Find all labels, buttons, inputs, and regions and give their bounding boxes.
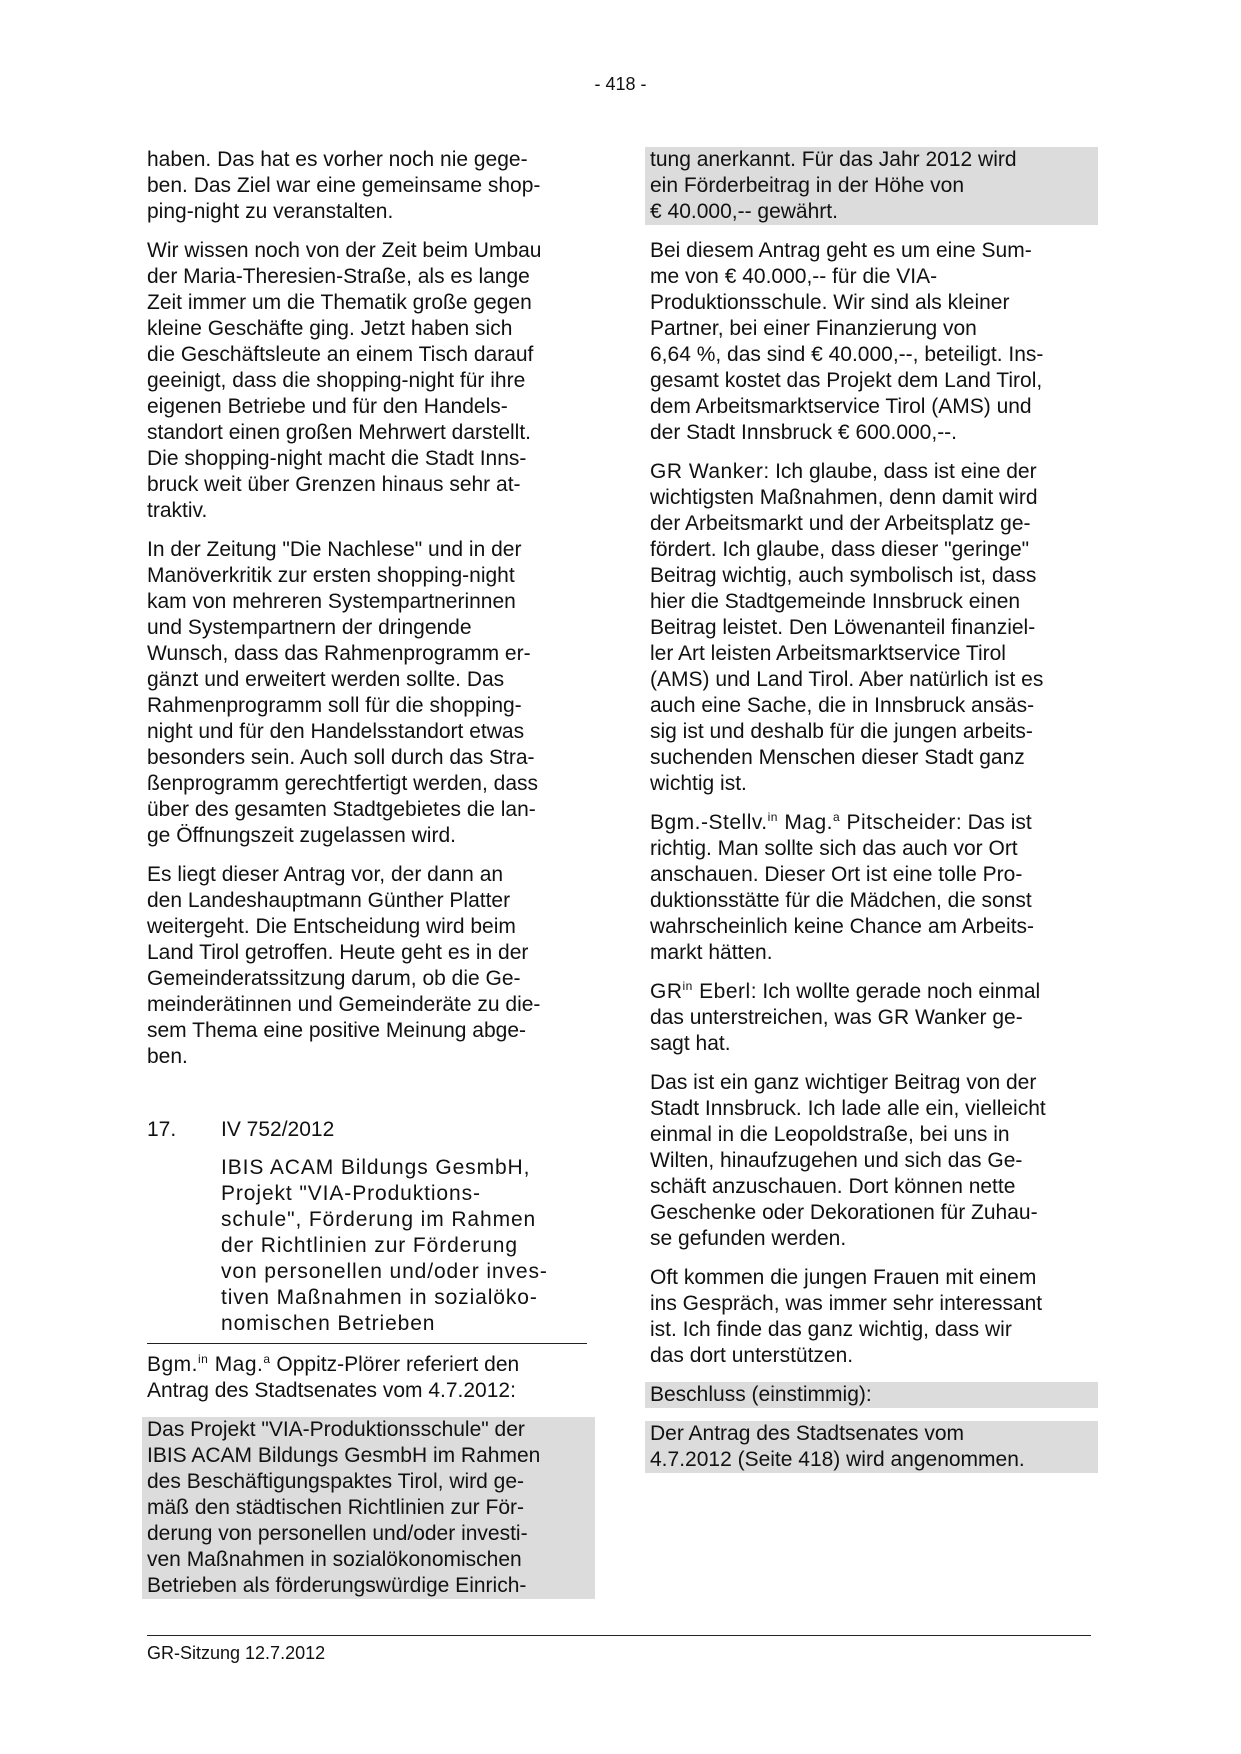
paragraph: Das ist ein ganz wichtiger Beitrag von der Stadt Innsbruck. Ich lade alle ein, vielleicht einmal in die Leopoldstraße, bei uns in Wilten, hinaufzugehen und sich das Ge- schäft anzuschauen. Dort können nette Geschenke oder Dekorationen für Zuhau- se gefunden werden. bbox=[650, 1071, 1046, 1250]
speaker-name: GR Wanker bbox=[650, 460, 764, 483]
paragraph: Es liegt dieser Antrag vor, der dann an den Landeshauptmann Günther Platter weitergeht. Die Entscheidung wird beim Land Tirol getroffen. Heute geht es in der Gemeinderatssitzung darum, ob die Ge- meinderätinnen und Gemeinderäte zu die- sem Thema eine positive Meinung abge- ben. bbox=[147, 863, 541, 1068]
speaker-paragraph: Bgm.$^{in}$ Mag.$^a$ Oppitz-Plörer referiert den Antrag des Stadtsenates vom 4.7.2012: bbox=[147, 1352, 520, 1402]
agenda-item-title: IBIS ACAM Bildungs GesmbH, Projekt "VIA-Produktions- schule", Förderung im Rahmen der Richtlinien zur Förderung von personellen und/oder inves- tiven Maßnahmen in sozialöko- nomischen Betrieben bbox=[221, 1156, 548, 1335]
speaker-name: Bgm.-Stellv.$^{in}$ Mag.$^a$ Pitscheider bbox=[650, 810, 956, 834]
motion-text-continued: tung anerkannt. Für das Jahr 2012 wird ein Förderbeitrag in der Höhe von € 40.000,-- gewährt. bbox=[645, 147, 1098, 225]
agenda-item-reference: IV 752/2012 bbox=[221, 1118, 335, 1141]
speaker-paragraph: Bgm.-Stellv.$^{in}$ Mag.$^a$ Pitscheider: Das ist richtig. Man sollte sich das auch vor Ort anschauen. Dieser Ort ist eine tolle Pro- duktionsstätte für die Mädchen, die sonst wahrscheinlich keine Chance am Arbeits- markt hätten. bbox=[650, 810, 1035, 964]
paragraph: Oft kommen die jungen Frauen mit einem ins Gespräch, was immer sehr interessant ist. Ich finde das ganz wichtig, dass wir das dort unterstützen. bbox=[650, 1266, 1043, 1367]
footer: GR-Sitzung 12.7.2012 bbox=[147, 1643, 326, 1663]
speaker-name: $GR^{in}$ Eberl bbox=[650, 979, 751, 1003]
footer-divider bbox=[147, 1635, 1091, 1636]
agenda-item-header bbox=[147, 1117, 587, 1143]
speaker-paragraph: GR Wanker: Ich glaube, dass ist eine der wichtigsten Maßnahmen, denn damit wird der Arbeitsmarkt und der Arbeitsplatz ge- fördert. Ich glaube, dass dieser "geringe" Beitrag wichtig, auch symbolisch ist, dass hier die Stadtgemeinde Innsbruck einen Beitrag leistet. Den Löwenanteil finanziel- ler Art leisten Arbeitsmarktservice Tirol (AMS) und Land Tirol. Aber natürlich ist es auch eine Sache, die in Innsbruck ansäs- sig ist und deshalb für die jungen arbeits- suchenden Menschen dieser Stadt ganz wichtig ist. bbox=[650, 460, 1044, 795]
decision-label: Beschluss (einstimmig): bbox=[645, 1382, 1098, 1408]
paragraph: In der Zeitung "Die Nachlese" und in der Manöverkritik zur ersten shopping-night kam von mehreren Systempartnerinnen und Systempartnern der dringende Wunsch, dass das Rahmenprogramm er- gänzt und erweitert werden sollte. Das Rahmenprogramm soll für die shopping- night und für den Handelsstandort etwas besonders sein. Auch soll durch das Stra- ßenprogramm gerechtfertigt werden, dass über des gesamten Stadtgebietes die lan- ge Öffnungszeit zugelassen wird. bbox=[147, 538, 539, 847]
left-column bbox=[147, 147, 587, 1612]
paragraph: haben. Das hat es vorher noch nie gege- ben. Das Ziel war eine gemeinsame shop- ping-night zu veranstalten. bbox=[147, 148, 541, 223]
speaker-paragraph: $GR^{in}$ Eberl: Ich wollte gerade noch einmal das unterstreichen, was GR Wanker ge- sagt hat. bbox=[650, 979, 1041, 1055]
paragraph: Bei diesem Antrag geht es um eine Sum- me von € 40.000,-- für die VIA- Produktionsschule. Wir sind als kleiner Partner, bei einer Finanzierung von 6,64 %, das sind € 40.000,--, beteiligt. Ins- gesamt kostet das Projekt dem Land Tirol, dem Arbeitsmarktservice Tirol (AMS) und der Stadt Innsbruck € 600.000,--. bbox=[650, 239, 1044, 444]
motion-text: Das Projekt "VIA-Produktionsschule" der IBIS ACAM Bildungs GesmbH im Rahmen des Beschäftigungspaktes Tirol, wird ge- mäß den städtischen Richtlinien zur För- derung von personellen und/oder investi- ven Maßnahmen in sozialökonomischen Betrieben als förderungswürdige Einrich- bbox=[142, 1417, 595, 1599]
decision-text: Der Antrag des Stadtsenates vom 4.7.2012 (Seite 418) wird angenommen. bbox=[645, 1421, 1098, 1473]
paragraph: Wir wissen noch von der Zeit beim Umbau der Maria-Theresien-Straße, als es lange Zeit immer um die Thematik große gegen kleine Geschäfte ging. Jetzt haben sich die Geschäftsleute an einem Tisch darauf geeinigt, dass die shopping-night für ihre eigenen Betriebe und für den Handels- standort einen großen Mehrwert darstellt. Die shopping-night macht die Stadt Inns- bruck weit über Grenzen hinaus sehr at- traktiv. bbox=[147, 239, 542, 522]
agenda-item-number: 17. bbox=[147, 1118, 177, 1141]
speaker-name: Bgm.$^{in}$ Mag.$^a$ bbox=[147, 1352, 271, 1376]
divider bbox=[147, 1343, 587, 1344]
right-column bbox=[650, 147, 1090, 1486]
page-number: - 418 - bbox=[594, 74, 647, 94]
